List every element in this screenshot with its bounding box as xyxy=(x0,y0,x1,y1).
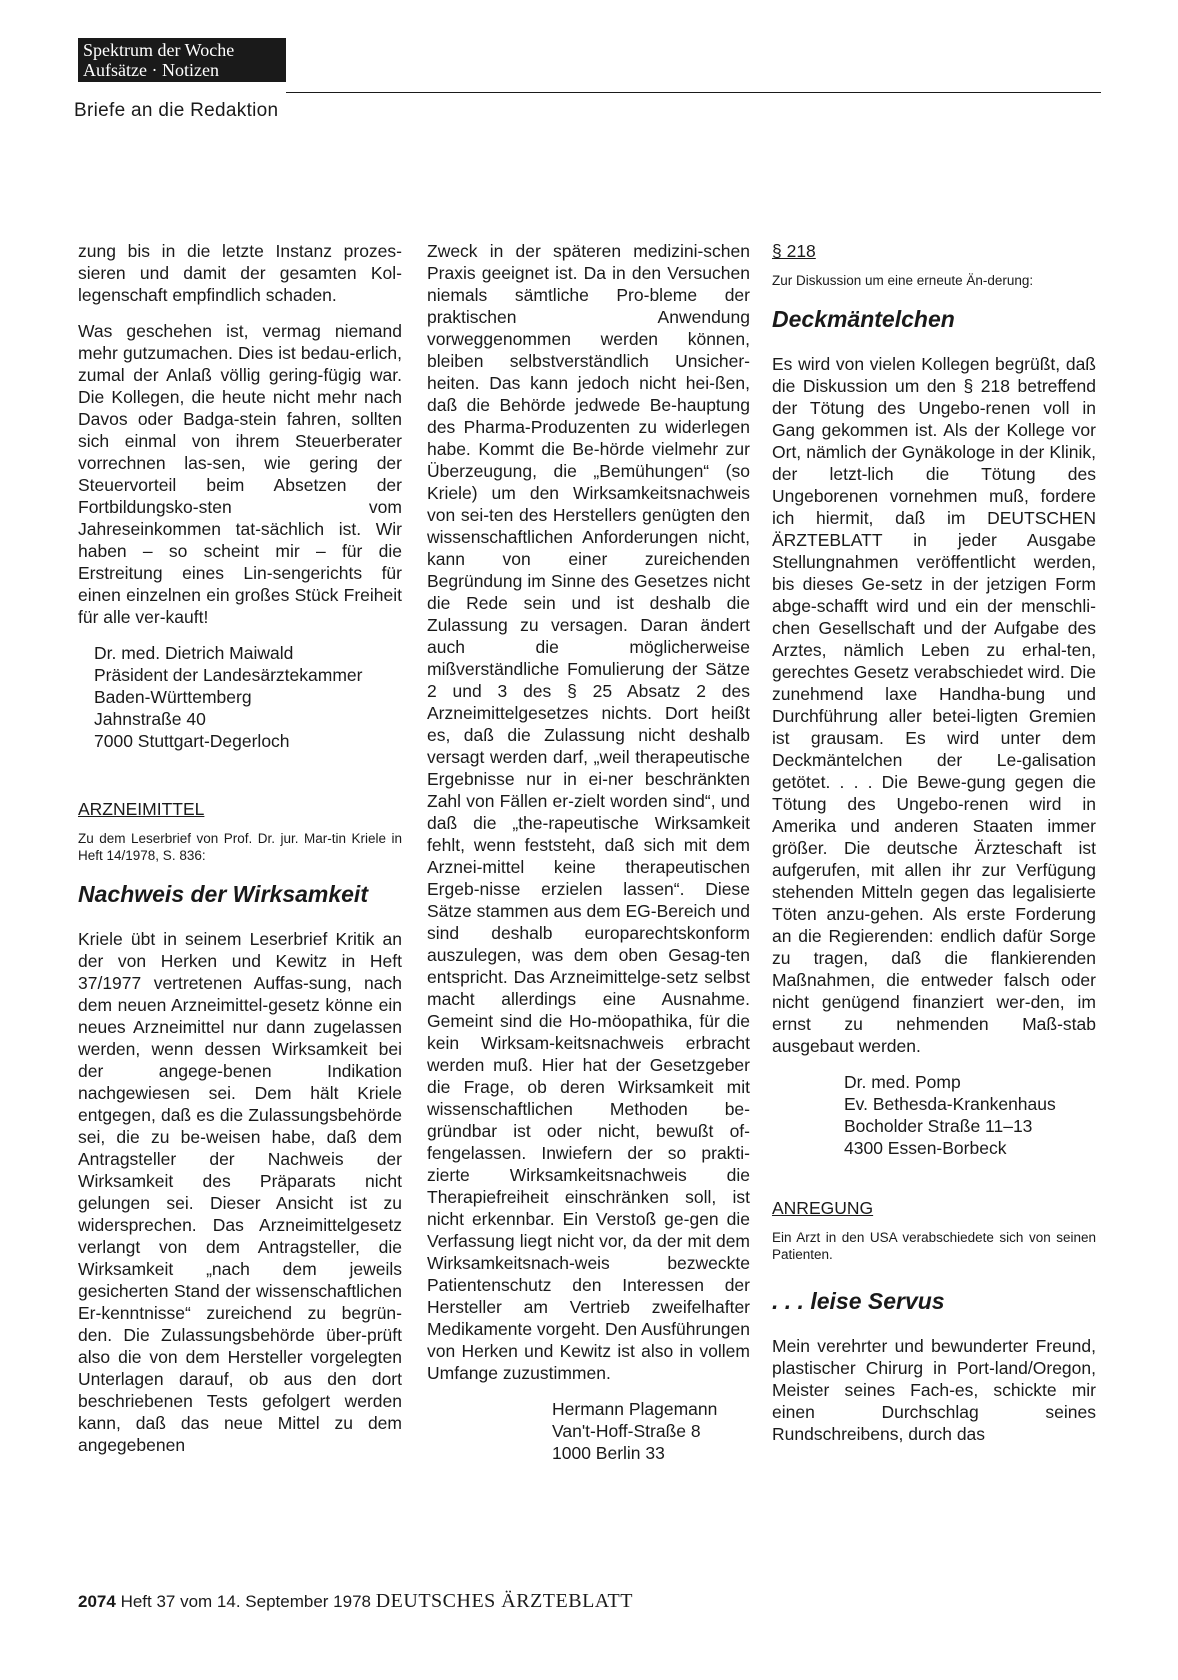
signature-line: 1000 Berlin 33 xyxy=(552,1443,665,1463)
issue-info: Heft 37 vom 14. September 1978 xyxy=(120,1592,371,1611)
signature-line: Präsident der Landesärztekammer xyxy=(94,665,363,685)
paragraph: Kriele übt in seinem Leserbrief Kritik an der von Herken und Kewitz in Heft 37/1977 vertretenen Auffas-sung, nach dem neuen Arzneimittel-gesetz könne ein neues Arzneimittel nur dann zugelassen werden, wenn dessen Wirksamkeit bei der angege-benen Indikation nachgewiesen sei. Dem hält Kriele entgegen, daß es die Zulassungsbehörde sei, die zu be-weisen habe, daß dem Antragsteller der Nachweis der Wirksamkeit des Präparats nicht gelungen sei. Dieser Ansicht ist zu widersprechen. Das Arzneimittelgesetz verlangt von dem Antragsteller, die Wirksamkeit „nach dem jeweils gesicherten Stand der wissenschaftlichen Er-kenntnisse“ zureichend zu begrün-den. Die Zulassungsbehörde über-prüft also die von dem Hersteller vorgelegten Unterlagen darauf, ob aus den dort beschriebenen Tests gefolgert werden kann, daß das neue Mittel zu dem angegebenen xyxy=(78,929,402,1455)
signature-line: Bocholder Straße 11–13 xyxy=(844,1116,1033,1136)
headline-nachweis: Nachweis der Wirksamkeit xyxy=(78,881,368,907)
headline-deckmaentelchen: Deckmäntelchen xyxy=(772,306,955,332)
paragraph: Mein verehrter und bewunderter Freund, plastischer Chirurg in Port-land/Oregon, Meister seines Fach-es, schickte mir einen Durchschlag seines Rundschreibens, durch das xyxy=(772,1336,1096,1444)
column-2 xyxy=(427,240,750,1464)
signature-line: Jahnstraße 40 xyxy=(94,709,206,729)
paragraph: zung bis in die letzte Instanz prozes-sieren und damit der gesamten Kol-legenschaft empfindlich schaden. xyxy=(78,241,402,305)
page-footer xyxy=(78,1590,633,1613)
column-1 xyxy=(78,240,402,1456)
paragraph: Es wird von vielen Kollegen begrüßt, daß die Diskussion um den § 218 betreffend der Tötung des Ungebo-renen voll in Gang gekommen ist. Als der Kollege vor Ort, nämlich der Gynäkologe in der Klinik, der letzt-lich die Tötung des Ungeborenen vornehmen muß, fordere ich hiermit, daß im DEUTSCHEN ÄRZTEBLATT in jeder Ausgabe Stellungnahmen veröffentlicht werden, bis dieses Ge-setz in der jetzigen Form abge-schafft wird und ein der menschli-chen Gesellschaft und der Aufgabe des Arztes, nämlich Leben zu erhal-ten, gerechtes Gesetz verabschiedet wird. Die zunehmend laxe Handha-bung und Durchführung aller betei-ligten Gremien ist grausam. Es wird unter dem Deckmäntelchen der Le-galisation getötet. . . . Die Bewe-gung gegen die Tötung des Ungebo-renen wird in Amerika und anderen Staaten immer größer. Die deutsche Ärzteschaft ist aufgerufen, mit allen ihr zur Verfügung stehenden Mitteln gegen das legalisierte Töten anzu-gehen. Als erste Forderung an die Regierenden: endlich dafür Sorge zu tragen, daß die flankierenden Maßnahmen, die entweder falsch oder nicht genügend finanziert wer-den, im ernst zu nehmenden Maß-stab ausgebaut werden. xyxy=(772,354,1096,1056)
signature-line: Dr. med. Dietrich Maiwald xyxy=(94,643,294,663)
signature-line: 7000 Stuttgart-Degerloch xyxy=(94,731,290,751)
letter-intro: Zur Diskussion um eine erneute Än-derung: xyxy=(772,273,1034,288)
signature-line: Van't-Hoff-Straße 8 xyxy=(552,1421,701,1441)
signature-pomp xyxy=(844,1071,1096,1159)
letter-intro: Ein Arzt in den USA verabschiedete sich von seinen Patienten. xyxy=(772,1230,1096,1262)
signature-line: 4300 Essen-Borbeck xyxy=(844,1138,1007,1158)
paragraph: Zweck in der späteren medizini-schen Praxis geeignet ist. Da in den Versuchen niemals sämtliche Pro-bleme der praktischen Anwendung vorweggenommen werden können, bleiben selbstverständlich Unsicher-heiten. Das kann jedoch nicht hei-ßen, daß die Behörde jedwede Be-hauptung des Pharma-Produzenten zu widerlegen habe. Kommt die Be-hörde vielmehr zur Überzeugung, die „Bemühungen“ (so Kriele) um den Wirksamkeitsnachweis von sei-ten des Herstellers genügten den wissenschaftlichen Anforderungen nicht, kann von einer zureichenden Begründung im Sinne des Gesetzes nicht die Rede sein und ist deshalb die Zulassung zu versagen. Daran ändert auch die möglicherweise mißverständliche Fomulierung der Sätze 2 und 3 des § 25 Absatz 2 des Arzneimittelgesetzes nichts. Dort heißt es, daß die Zulassung nicht deshalb versagt werden darf, „weil therapeutische Ergebnisse nur in ei-ner beschränkten Zahl von Fällen er-zielt worden sind“, und daß die „the-rapeutische Wirksamkeit fehlt, wenn feststeht, daß sich mit dem Arznei-mittel keine therapeutischen Ergeb-nisse erzielen lassen“. Diese Sätze stammen aus dem EG-Bereich und sind deshalb europarechtskonform auszulegen, was dem oben Gesag-ten entspricht. Das Arzneimittelge-setz selbst macht allerdings eine Ausnahme. Gemeint sind die Ho-möopathika, für die kein Wirksam-keitsnachweis erbracht werden muß. Hier hat der Gesetzgeber die Frage, ob deren Wirksamkeit mit wissenschaftlichen Methoden be-gründbar ist oder nicht, bewußt of-fengelassen. Inwiefern der so prakti-zierte Wirksamkeitsnachweis die Therapiefreiheit einschränken soll, ist nicht erkennbar. Ein Verstoß ge-gen die Verfassung liegt nicht vor, da der mit dem Wirksamkeitsnach-weis bezweckte Patientenschutz den Interessen der Hersteller am Vertrieb zweifelhafter Medikamente vorgeht. Den Ausführungen von Herken und Kewitz ist also in vollem Umfange zuzustimmen. xyxy=(427,241,750,1383)
letter-intro: Zu dem Leserbrief von Prof. Dr. jur. Mar-tin Kriele in Heft 14/1978, S. 836: xyxy=(78,831,402,863)
rubric-header-box xyxy=(78,38,286,82)
rubric-arzneimittel: ARZNEIMITTEL xyxy=(78,799,205,819)
signature-maiwald xyxy=(94,642,402,752)
signature-plagemann xyxy=(552,1398,750,1464)
header-rule xyxy=(286,92,1101,93)
page-number: 2074 xyxy=(78,1592,116,1611)
rubric-line-1: Spektrum der Woche xyxy=(83,40,235,60)
signature-line: Baden-Württemberg xyxy=(94,687,252,707)
magazine-name: DEUTSCHES ÄRZTEBLATT xyxy=(375,1590,633,1612)
paragraph: Was geschehen ist, vermag niemand mehr gutzumachen. Dies ist bedau-erlich, zumal der Anlaß völlig gering-fügig war. Die Kollegen, die heute nicht mehr nach Davos oder Badga-stein fahren, sollten sich einmal von ihrem Steuerberater vorrechnen las-sen, wie gering der Steuervorteil beim Absetzen der Fortbildungsko-sten vom Jahreseinkommen tat-sächlich ist. Wir haben – so scheint mir – für die Erstreitung eines Lin-sengerichts für einen einzelnen ein großes Stück Freiheit für alle ver-kauft! xyxy=(78,321,402,627)
column-3 xyxy=(772,240,1096,1445)
headline-leise-servus: . . . leise Servus xyxy=(772,1288,945,1314)
signature-line: Ev. Bethesda-Krankenhaus xyxy=(844,1094,1056,1114)
rubric-218: § 218 xyxy=(772,241,816,261)
rubric-anregung: ANREGUNG xyxy=(772,1198,874,1218)
rubric-line-2: Aufsätze · Notizen xyxy=(83,60,219,80)
signature-line: Dr. med. Pomp xyxy=(844,1072,961,1092)
signature-line: Hermann Plagemann xyxy=(552,1399,718,1419)
section-title: Briefe an die Redaktion xyxy=(74,100,279,121)
